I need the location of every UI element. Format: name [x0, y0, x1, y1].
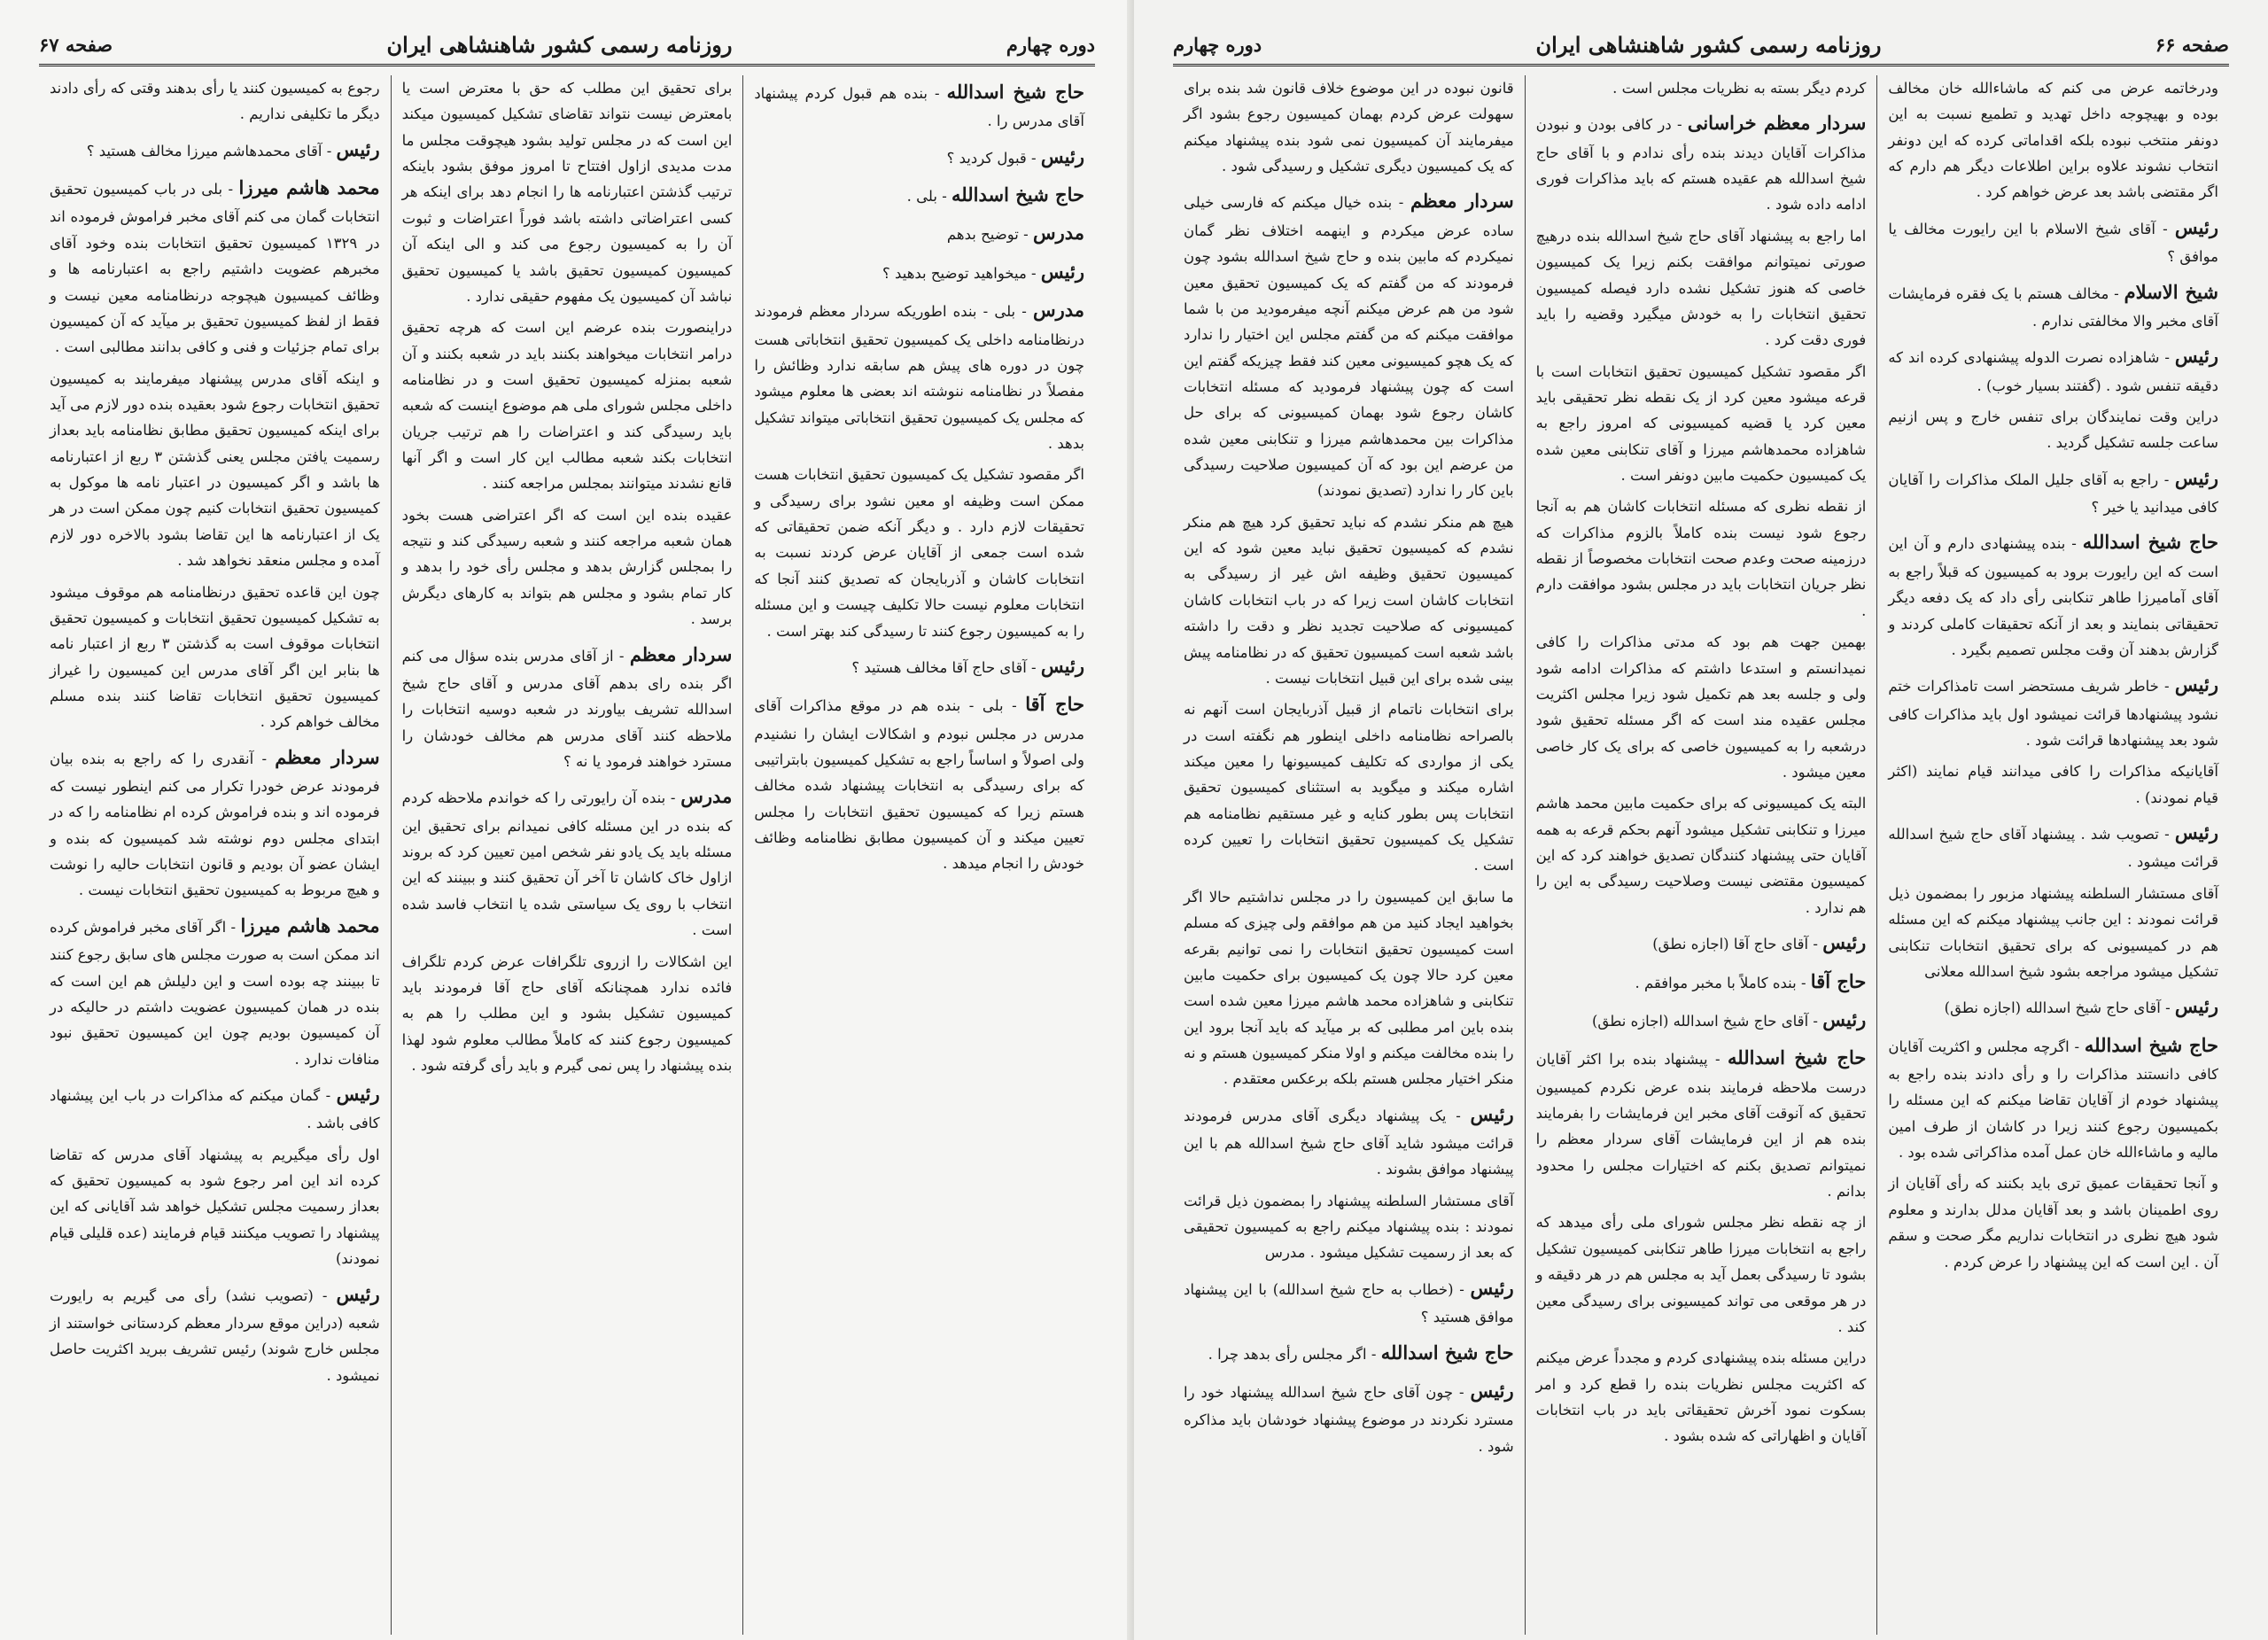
speaker-name: حاج آقا: [1810, 969, 1867, 992]
speech-text: برای انتخابات ناتمام از قبیل آذربایجان است آنهم نه بالصراحه نظامنامه داخلی اینطور هم نگفته است در یکی از مواردی که تکلیف کمیسیونها را معین میکند اشاره میکند و میگوید به استثنای کمیسیون تحقیق انتخابات پس بطور کنایه و غیر مستقیم نظامنامه هم تشکیل یک کمیسیون تحقیق انتخابات را تعیین کرده است .: [1183, 701, 1514, 874]
speaker-name: رئیس: [2174, 995, 2218, 1018]
right-paper-title: روزنامه رسمی کشور شاهنشاهی ایران: [1535, 31, 1882, 58]
speech-paragraph: [1888, 816, 2218, 875]
left-page-header: [39, 25, 1095, 66]
speaker-name: سردار معظم: [1410, 190, 1514, 213]
text-paragraph: [50, 366, 380, 574]
speech-paragraph: [50, 909, 380, 1072]
speech-paragraph: [754, 216, 1084, 249]
speech-paragraph: [1888, 462, 2218, 521]
text-paragraph: [1536, 790, 1867, 921]
speech-paragraph: [1888, 668, 2218, 753]
speaker-name: رئیس: [1822, 1007, 1867, 1030]
speech-text: - بنده خیال میکنم که فارسی خیلی ساده عرض میکردم و اینهمه اختلاف نظر گمان نمیکردم که مابین بنده و حاج شیخ اسدالله بشود چون فرمودند که من گفتم که یک کمیسیون تحقیق معین شود من هم عرض میکنم آنچه میفرمودید من با شما موافقت میکنم که من گفتم مجلس این اختیار را ندارد که یک هچو کمیسیونی معین کند فقط چیزیکه گفتم این است که چون پیشنهاد فرمودید که مسئله انتخابات کاشان رجوع شود بهمان کمیسیونی که برای حل مذاکرات بین محمدهاشم میرزا و تنکابنی معین شده من عرضم این بود که آن کمیسیون صلاحیت رسیدگی باین کار را ندارد (تصدیق نمودند): [1183, 194, 1514, 500]
text-paragraph: [1536, 75, 1867, 101]
text-paragraph: [1888, 404, 2218, 456]
text-paragraph: [1184, 75, 1514, 179]
speech-text: - پیشنهاد بنده برا اکثر آقایان درست ملاحظه فرمایند بنده عرض نکردم کمیسیون تحقیق که آنوقت آقای مخبر این فرمایشات را بفرمایند بنده هم از این فرمایشات آقای سردار معظم را نمیتوانم تصدیق بکنم که اختیارات مجلس را محدود بدانم .: [1535, 1051, 1867, 1201]
text-paragraph: [1888, 1170, 2218, 1274]
speaker-name: حاج شیخ اسدالله: [946, 81, 1084, 103]
text-paragraph: [50, 579, 380, 735]
text-column: [1525, 75, 1877, 1635]
text-paragraph: [1536, 223, 1867, 354]
speech-paragraph: [50, 1077, 380, 1137]
text-paragraph: [754, 462, 1084, 644]
speech-text: - آقای حاج آقا مخالف هستید ؟: [851, 658, 1037, 676]
speech-text: - شاهزاده نصرت الدوله پیشنهادی کرده اند که دقیقه تنفس شود . (گفتند بسیار خوب) .: [1888, 349, 2218, 394]
speech-text: برای تحقیق این مطلب که حق با معترض است یا بامعترض نیست نتواند تقاضای تشکیل کمیسیون میکند این است که در مجلس تولید بشود هیچوقت مجلس ما مدت مدیدی ازاول افتتاح تا امروز موفق بشود باینکه ترتیب گذشتن اعتبارنامه ها را انجام دهد برای اینکه هر کسی اعتراضاتی داشته باشد فوراً اعتراضات و ثبوت آن را به کمیسیون رجوع می کند و الی اینکه آن کمیسیون کمیسیون تحقیق باشد یا کمیسیون تحقیق نباشد آن کمیسیون یک مفهوم حقیقی ندارد .: [401, 80, 733, 305]
speaker-name: سردار معظم: [629, 642, 733, 665]
text-column: [391, 75, 743, 1635]
speech-paragraph: [1888, 525, 2218, 663]
speaker-name: رئیس: [1040, 654, 1084, 677]
speech-text: - آقای حاج شیخ اسدالله (اجازه نطق): [1592, 1012, 1818, 1030]
speaker-name: رئیس: [336, 1282, 380, 1305]
speech-paragraph: [1888, 990, 2218, 1022]
speaker-name: شیخ الاسلام: [2124, 280, 2218, 303]
speaker-name: رئیس: [1040, 260, 1084, 283]
speaker-name: مدرس: [680, 785, 733, 808]
speech-text: - اگر مجلس رأی بدهد چرا .: [1208, 1345, 1377, 1363]
text-paragraph: [1536, 494, 1867, 624]
speech-text: - اگرچه مجلس و اکثریت آقایان کافی دانستند مذاکرات را و رأی دادند بنده راجع به پیشنهاد خودم از آقایان تقاضا میکنم که این مسئله را بکمیسیون رجوع کنند زیرا در کاشان از طرف امین مالیه و ماشاءالله خان عمل آمده مذاکراتی شده بود .: [1888, 1038, 2218, 1162]
speech-text: - راجع به آقای جلیل الملک مذاکرات را آقایان کافی میدانید یا خیر ؟: [1888, 470, 2218, 517]
speech-paragraph: [754, 688, 1084, 877]
right-edition: دوره چهارم: [1173, 33, 1262, 56]
right-page-number: صفحه ۶۶: [2155, 33, 2229, 56]
speaker-name: رئیس: [2174, 345, 2218, 368]
speech-paragraph: [1536, 965, 1867, 998]
speech-text: از نقطه نظری که مسئله انتخابات کاشان هم به آنجا رجوع شود نیست بنده کاملاً بالزوم مذاکرات که درزمینه صحت وعدم صحت انتخابات مخصوصاً از نقطه نظر جریان انتخابات باید در مجلس بشود موافقت دارم .: [1535, 498, 1867, 619]
speech-text: از چه نقطه نظر مجلس شورای ملی رأی میدهد که راجع به انتخابات میرزا طاهر تنکابنی کمیسیون تشکیل بشود تا رسیدگی بعمل آید به مجلس هم در هر دقیقه و در هر موقعی می تواند کمیسیونی برای رسیدگی معین کند .: [1535, 1214, 1867, 1335]
speech-paragraph: [1184, 184, 1514, 503]
speech-text: - توضیح بدهم: [946, 226, 1029, 244]
speech-paragraph: [1536, 1041, 1867, 1204]
speech-paragraph: [1536, 106, 1867, 217]
speech-paragraph: [754, 140, 1084, 173]
speech-text: - آقای شیخ الاسلام با این رایورت مخالف یا موافق ؟: [1888, 220, 2218, 266]
speech-paragraph: [1536, 1003, 1867, 1036]
speaker-name: رئیس: [1470, 1102, 1514, 1125]
text-paragraph: [1888, 758, 2218, 811]
speech-text: عقیده بنده این است که اگر اعتراضی هست بخود همان شعبه مراجعه کنند و شعبه رسیدگی کند و نتیجه را بمجلس گزارش بدهد و مجلس رأی خود را بدهد و کار تمام بشود و مجلس هم بتواند به کارهای دیگرش برسد .: [401, 506, 733, 628]
speaker-name: رئیس: [336, 1083, 380, 1105]
speech-text: - اگر آقای مخبر فراموش کرده اند ممکن است به صورت مجلس های سابق رجوع کنند تا ببینند چه بوده است و این دلیلش هم این است که بنده در همان کمیسیون عضویت داشتم در حالیکه در آن کمیسیون بودیم چون این کمیسیون تحقیق نبود منافات ندارد .: [49, 918, 380, 1068]
speech-paragraph: [754, 178, 1084, 211]
speech-paragraph: [754, 293, 1084, 456]
speaker-name: رئیس: [1470, 1379, 1514, 1402]
speech-paragraph: [1184, 1271, 1514, 1331]
speech-text: - یک پیشنهاد دیگری آقای مدرس فرمودند قرائت میشود شاید آقای حاج شیخ اسدالله هم با این پیشنهاد موافق بشوند .: [1183, 1107, 1514, 1178]
speech-text: اگر مقصود تشکیل یک کمیسیون تحقیق انتخابات هست ممکن است وظیفه او معین نشود برای رسیدگی و تحقیقات لازم دارد . و دیگر آنکه ضمن تحقیقاتی که شده است جمعی از آقایان عرض کردند نسبت به انتخابات کاشان و آذربایجان که تصدیق کنند آنجا که انتخابات معلوم نیست حالا تکلیف چیست و این مسئله را به کمیسیون رجوع کنند تا رسیدگی کند بهتر است .: [754, 466, 1084, 640]
text-paragraph: [1184, 696, 1514, 879]
speaker-name: محمد هاشم میرزا: [240, 913, 380, 937]
left-edition: دوره چهارم: [1006, 33, 1095, 56]
speech-text: - بلی - بنده هم در موقع مذاکرات آقای مدرس در مجلس نبودم و اشکالات ایشان را نشنیدم ولی اصولاً و اساساً راجع به تشکیل کمیسیون بابتراتیبی که برای رسیدگی به انتخابات پیشنهاد شده مخالف هستم زیرا که کمیسیون تحقیق انتخابات را مجلس تعیین میکند و آن کمیسیون مطابق نظامنامه وظائف خودش را انجام میدهد .: [754, 697, 1084, 873]
speaker-name: رئیس: [2174, 215, 2218, 238]
speech-text: دراین مسئله بنده پیشنهادی کردم و مجدداً عرض میکنم که اکثریت مجلس نظریات بنده را قطع کرد و امر بسکوت نمود آخرش تحقیقاتی باید در باب انتخابات آقایان و اظهاراتی که شده بشود .: [1535, 1349, 1867, 1445]
text-paragraph: [1184, 1188, 1514, 1266]
speaker-name: حاج شیخ اسدالله: [1380, 1341, 1514, 1364]
speech-paragraph: [1184, 1336, 1514, 1369]
text-column: [1173, 75, 1525, 1635]
text-paragraph: [1888, 881, 2218, 984]
left-page-number: صفحه ۶۷: [39, 33, 113, 56]
speaker-name: حاج شیخ اسدالله: [2082, 531, 2218, 554]
speech-paragraph: [402, 638, 733, 775]
speech-text: - بنده پیشنهادی دارم و آن این است که این رایورت برود به کمیسیون که قبلاً راجع به آقای آمامیرزا طاهر تنکابنی رأی داد که یک دفعه دیگر تحقیقاتی بنمایند و بعد از آنکه تحقیقات کاملی کردند و گزارش بدهند آن وقت مجلس تصمیم بگیرد .: [1888, 535, 2218, 658]
speech-text: - گمان میکنم که مذاکرات در باب این پیشنهاد کافی باشد .: [49, 1087, 380, 1132]
text-paragraph: [402, 75, 733, 309]
speech-text: - بنده کاملاً با مخبر موافقم .: [1635, 974, 1806, 991]
speaker-name: مدرس: [1032, 222, 1084, 245]
speech-paragraph: [50, 171, 380, 361]
speaker-name: رئیس: [2174, 673, 2219, 696]
speech-text: و اینکه آقای مدرس پیشنهاد میفرمایند به کمیسیون تحقیق انتخابات رجوع شود بعقیده بنده دور لازم می آید برای اینکه کمیسیون تحقیق مطابق نظامنامه باید بعداز رسمیت یافتن مجلس یعنی گذشتن ۳ ربع از اعتبارنامه ها باشد و اگر کمیسیون در اعتبار نامه ها موکول به کمیسیون تحقیق انتخابات کنیم چون ممکن است در هر یک از اعتبارنامه ها این تقاضا بشود بالاخره دور لازم آمده و مجلس منعقد نخواهد شد .: [49, 369, 380, 570]
speech-text: - آقای حاج شیخ اسدالله (اجازه نطق): [1944, 999, 2171, 1017]
speech-text: - بنده آن رایورتی را که خواندم ملاحظه کردم که بنده در این مسئله کافی نمیدانم برای تحقیق این مسئله باید یک یادو نفر شخص امین تعیین کرد که بروند ازاول خاک کاشان تا آخر آن تحقیق کنند و ببینند که این انتخاب با روی یک سیاستی شده یا انتخاب فاسد شده است .: [401, 789, 733, 939]
speech-paragraph: [1888, 1029, 2218, 1166]
text-paragraph: [1536, 359, 1867, 489]
speaker-name: محمد هاشم میرزا: [238, 176, 380, 199]
speech-text: - تصویب شد . پیشنهاد آقای حاج شیخ اسدالله قرائت میشود .: [1888, 826, 2218, 871]
text-paragraph: [1536, 1345, 1867, 1449]
text-column: [742, 75, 1095, 1635]
left-columns: [39, 75, 1095, 1635]
speech-text: کردم دیگر بسته به نظریات مجلس است .: [1612, 80, 1867, 97]
speaker-name: رئیس: [1040, 144, 1084, 167]
speech-text: قانون نبوده در این موضوع خلاف قانون شد بنده برای سهولت عرض کردم بهمان کمیسیون رجوع بشود اگر میفرمایند آن کمیسیون نمی شود بنده پیشنهاد میکنم که یک کمیسیون دیگری تشکیل و رسیدگی شود .: [1183, 80, 1514, 175]
speech-text: اگر مقصود تشکیل کمیسیون تحقیق انتخابات است با قرعه میشود معین کرد از یک نقطه نظر تحقیقی باید معین کرد یا قضیه کمیسیونی که امروز راجع به شاهزاده محمدهاشم میرزا و آقای تنکابنی معین شده یک کمیسیون حکمیت مابین دونفر است .: [1535, 362, 1867, 485]
speech-text: آقای مستشار السلطنه پیشنهاد را بمضمون ذیل قرائت نمودند : بنده پیشنهاد میکنم راجع به کمیسیون تحقیقی که بعد از رسمیت تشکیل میشود . مدرس: [1183, 1192, 1514, 1262]
right-columns: [1173, 75, 2229, 1635]
speech-text: هیچ هم منکر نشدم که نباید تحقیق کرد هیچ هم منکر نشدم که کمیسیون تحقیق نباید معین شود که این کمیسیون تحقیق وظیفه اش غیر از رسیدگی به انتخابات کاشان است زیرا که در باب انتخابات کاشان کمیسیونی که صلاحیت تجدید نظر و دقت را داشته باشد شعبه است کمیسیون تحقیق که در نظامنامه پیش بینی شده برای این قبیل انتخابات نیست .: [1183, 513, 1514, 687]
speech-text: ما سابق این کمیسیون را در مجلس نداشتیم حالا اگر بخواهید ایجاد کنید من هم موافقم ولی چیزی که مسلم است کمیسیون تحقیق انتخابات را نمی توانیم بقرعه معین کرد حالا چون یک کمیسیون برای حکمیت مابین تنکابنی و شاهزاده محمد هاشم میرزا معین شده است بنده باین امر مطلبی که بر میآید که باید آنجا برود این را بنده مخالفت میکنم و اولا منکر کمیسیون هستم و نه منکر اختیار مجلس هستم بلکه برعکس معتقدم .: [1183, 888, 1514, 1088]
left-paper-title: روزنامه رسمی کشور شاهنشاهی ایران: [386, 31, 733, 58]
speech-paragraph: [1184, 1374, 1514, 1459]
speech-text: - بلی .: [906, 188, 947, 206]
speech-paragraph: [754, 255, 1084, 288]
speech-text: - خاطر شریف مستحضر است تامذاکرات ختم نشود پیشنهادها قرائت نمیشود اول باید مذاکرات کافی شود بعد پیشنهادها قرائت شود .: [1888, 678, 2218, 749]
speech-text: ودرخاتمه عرض می کنم که ماشاءالله خان مخالف بوده و بهیچوجه داخل تهدید و تطمیع نسبت به این دونفر منتخب نبوده بلکه اقداماتی کرده که این دونفر انتخاب نشوند علاوه براین اطلاعات دیگر هم دارم که اگر مقتضی باشد بعد عرض خواهم کرد .: [1888, 80, 2218, 201]
speaker-name: سردار معظم خراسانی: [1687, 112, 1867, 135]
speech-text: این اشکالات را ازروی تلگرافات عرض کردم تلگراف فائده ندارد همچنانکه آقای حاج آقا فرمودند باید کمیسیون تشکیل بشود و این مطلب را هم به کمیسیون رجوع کنند که کاملاً مطالب معلوم شود لهذا بنده پیشنهاد را پس نمی گیرم و باید رأی گرفته شود .: [401, 952, 733, 1074]
text-paragraph: [402, 502, 733, 633]
speech-paragraph: [1888, 276, 2218, 335]
speech-text: - چون آقای حاج شیخ اسدالله پیشنهاد خود را مسترد نکردند در موضوع پیشنهاد خودشان باید مذاکره شود .: [1183, 1383, 1514, 1455]
speech-paragraph: [50, 133, 380, 166]
speech-text: - بلی - بنده اطوریکه سردار معظم فرمودند درنظامنامه داخلی یک کمیسیون تحقیق انتخاباتی هست چون در دوره های پیش هم سابقه ندارد وظائش را مفصلاً در نظامنامه ننوشته اند بعضی ها معلوم میشود که مجلس یک کمیسیون تحقیق انتخاباتی میتواند تشکیل بدهد .: [754, 303, 1084, 453]
speech-text: - آقای حاج آقا (اجازه نطق): [1652, 936, 1818, 953]
text-paragraph: [1888, 75, 2218, 206]
right-page-header: [1173, 25, 2229, 66]
speech-text: دراینصورت بنده عرضم این است که هرچه تحقیق درامر انتخابات میخواهند بکنند باید در شعبه بکنند و آن شعبه بمنزله کمیسیون تحقیق است و در نظامنامه داخلی مجلس شورای ملی هم موضوع اینست که شعبه باید رسیدگی کند و اعتراضات را هم ترتیب جریان انتخابات بکند شعبه مطالب این کار است و اگر آنها قانع نشدند میتوانند بمجلس مراجعه کنند .: [401, 319, 733, 493]
speech-text: - میخواهید توضیح بدهید ؟: [882, 264, 1037, 282]
speaker-name: سردار معظم: [275, 745, 380, 768]
speaker-name: مدرس: [1032, 299, 1085, 322]
speech-paragraph: [754, 75, 1084, 135]
speech-text: رجوع به کمیسیون کنند یا رأی بدهند وقتی که رأی دادند دیگر ما تکلیفی نداریم .: [49, 80, 380, 123]
speech-paragraph: [50, 741, 380, 904]
speech-text: البته یک کمیسیونی که برای حکمیت مابین محمد هاشم میرزا و تنکابنی تشکیل میشود آنهم بحکم قرعه به همه آقایان حتی پیشنهاد کنندگان تصدیق خواهند کرد که این کمیسیون مقتضی نیست وصلاحیت رسیدگی به این را هم ندارد .: [1535, 795, 1867, 916]
speech-text: بهمین جهت هم بود که مدتی مذاکرات را کافی نمیدانستم و استدعا داشتم که مذاکرات ادامه شود ولی و جلسه بعد هم تکمیل شود زیرا مجلس اکثریت مجلس عقیده مند است که اگر مسئله تحقیق شود درشعبه را به کمیسیون خاصی که برای یک کار خاصی معین میشود .: [1535, 633, 1867, 781]
speech-paragraph: [1184, 1098, 1514, 1183]
text-column: [1876, 75, 2229, 1635]
speech-text: - آقای محمدهاشم میرزا مخالف هستید ؟: [86, 142, 332, 159]
right-page: [1134, 0, 2268, 1640]
text-column: [39, 75, 391, 1635]
text-paragraph: [402, 315, 733, 497]
speech-text: - مخالف هستم با یک فقره فرمایشات آقای مخبر والا مخالفتی ندارم .: [1888, 284, 2218, 330]
speaker-name: رئیس: [1470, 1276, 1514, 1299]
speech-text: - (تصویب نشد) رأی می گیریم به رایورت شعبه (دراین موقع سردار معظم کردستانی خواستند از مجلس خارج شوند) رئیس تشریف ببرید اکثریت حاصل نمیشود .: [49, 1286, 380, 1384]
speech-paragraph: [402, 780, 733, 943]
speech-paragraph: [50, 1278, 380, 1388]
speech-paragraph: [754, 649, 1084, 682]
speech-text: اما راجع به پیشنهاد آقای حاج شیخ اسدالله بنده درهیچ صورتی نمیتوانم موافقت بکنم زیرا یک کمیسیون خاصی که هنوز تشکیل نشده دارد فیصله کمیسیون تحقیق انتخابات را به خودش میگیرد وقضیه را باید فوری دقت کرد .: [1535, 227, 1867, 349]
speech-text: آقای مستشار السلطنه پیشنهاد مزبور را بمضمون ذیل قرائت نمودند : این جانب پیشنهاد میکنم که این مسئله هم در کمیسیونی که برای تحقیق انتخابات تنکابنی تشکیل میشود مراجعه بشود شیخ اسدالله معلانی: [1888, 884, 2218, 980]
speaker-name: رئیس: [2174, 466, 2218, 489]
speech-paragraph: [1888, 211, 2218, 270]
speech-text: دراین وقت نمایندگان برای تنفس خارج و پس ازنیم ساعت جلسه تشکیل گردید .: [1888, 408, 2218, 452]
speaker-name: رئیس: [1822, 931, 1867, 954]
speaker-name: حاج شیخ اسدالله: [2084, 1033, 2218, 1056]
speech-text: - قبول کردید ؟: [946, 149, 1037, 167]
speech-text: - بلی در باب کمیسیون تحقیق انتخابات گمان می کنم آقای مخبر فراموش فرموده اند در ۱۳۲۹ کمیسیون تحقیق انتخابات بنده وخود آقای مخبرهم عضویت داشتیم راجع به اعتبارنامه ها و وظائف کمیسیون هیچوجه درنظامنامه معین نیست و فقط از لفظ کمیسیون تحقیق بر میآید که آن کمیسیون برای تمام جزئیات و فنی و کافی بدانند مطالبی است .: [49, 181, 380, 356]
speech-text: چون این قاعده تحقیق درنظامنامه هم موقوف میشود به تشکیل کمیسیون تحقیق انتخابات و کمیسیون تحقیق انتخابات موقوف است به گذشتن ۳ ربع از اعتبار نامه ها بنابر این اگر آقای مدرس این کمیسیون را غیراز کمیسیون تحقیق انتخابات تقاضا کنند بنده مسلم مخالف خواهم کرد .: [49, 583, 380, 731]
text-paragraph: [1536, 1209, 1867, 1340]
speech-paragraph: [1536, 926, 1867, 959]
speech-text: - بنده هم قبول کردم پیشنهاد آقای مدرس را .: [754, 85, 1084, 130]
text-paragraph: [1184, 884, 1514, 1092]
speaker-name: حاج شیخ اسدالله: [1728, 1046, 1867, 1069]
text-paragraph: [1536, 629, 1867, 785]
text-paragraph: [50, 1142, 380, 1272]
speaker-name: حاج شیخ اسدالله: [951, 183, 1084, 206]
speech-text: و آنجا تحقیقات عمیق تری باید بکنند که رأی آقایان از روی اطمینان باشد و بعد آقایان مدلل بدارند و معلوم شود هیچ نظری در انتخابات نداریم مگر صحت و سقم آن . این است که این پیشنهاد را عرض کردم .: [1888, 1175, 2218, 1271]
speaker-name: حاج آقا: [1025, 693, 1084, 716]
text-paragraph: [1184, 509, 1514, 692]
text-paragraph: [402, 949, 733, 1079]
speech-paragraph: [1888, 339, 2218, 399]
speaker-name: رئیس: [2174, 821, 2218, 844]
speech-text: - از آقای مدرس بنده سؤال می کنم اگر بنده رای بدهم آقای مدرس و آقای حاج شیخ اسدالله تشریف بیاورند در شعبه دوسیه انتخابات را ملاحظه کنند آقای مدرس هم مخالف خودشان را مسترد خواهند فرمود یا نه ؟: [401, 647, 733, 770]
speech-text: - (خطاب به حاج شیخ اسدالله) با این پیشنهاد موافق هستید ؟: [1183, 1280, 1514, 1326]
speech-text: آقایانیکه مذاکرات را کافی میدانند قیام نمایند (اکثر قیام نمودند) .: [1888, 763, 2218, 806]
speech-text: - در کافی بودن و نبودن مذاکرات آقایان دیدند بنده رأی ندادم و با آقای حاج شیخ اسدالله هم عقیده هستم که باید مذاکرات فوری ادامه داده شود .: [1535, 116, 1867, 214]
speech-text: اول رأی میگیریم به پیشنهاد آقای مدرس که تقاضا کرده اند این امر رجوع شود به کمیسیون تحقیق که بعداز رسمیت مجلس تشکیل خواهد شد آقایانی که این پیشنهاد را تصویب میکنند قیام فرمایند (عده قلیلی قیام نمودند): [49, 1146, 380, 1268]
speech-text: - آنقدری را که راجع به بنده بیان فرمودند عرض خودرا تکرار می کنم اینطور نیست که فرموده اند و بنده فراموش کرده ام نظامنامه را که در ابتدای مجلس دوم نوشته شد کمیسیون که بنده و ایشان عضو آن بودیم و قانون انتخابات حالیه را نوشت و هیچ مربوط به کمیسیون تحقیق انتخابات نیست .: [49, 750, 380, 899]
text-paragraph: [50, 75, 380, 128]
speaker-name: رئیس: [336, 137, 380, 160]
